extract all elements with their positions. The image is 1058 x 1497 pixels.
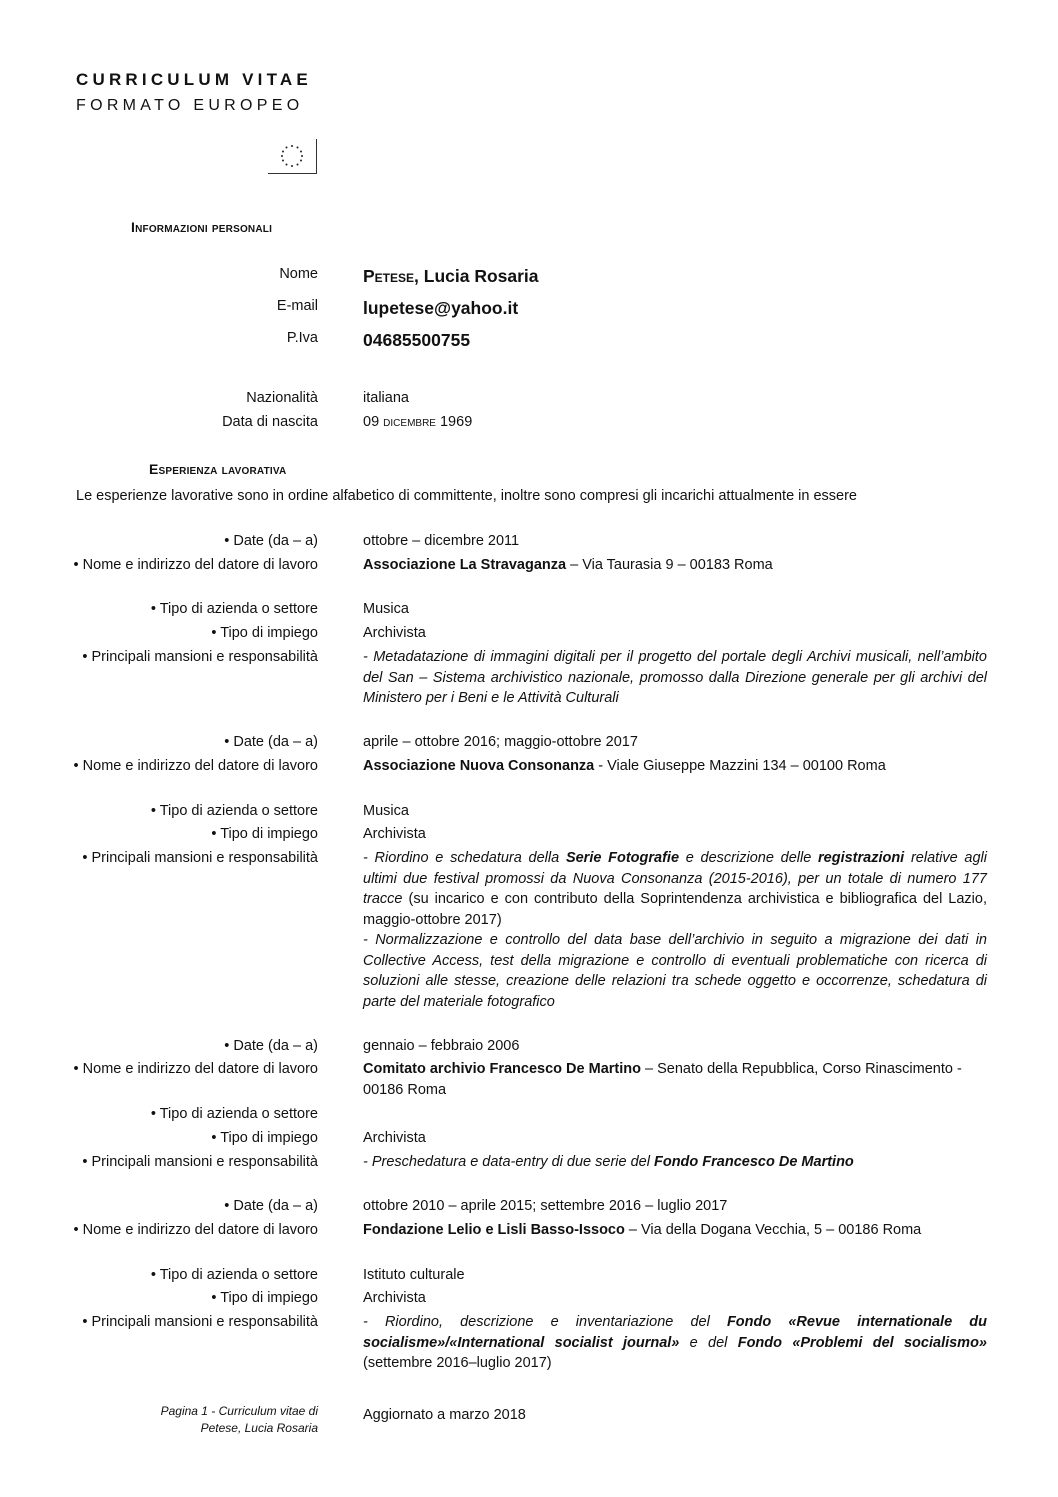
employer-name: Associazione La Stravaganza bbox=[363, 557, 567, 573]
duties-value bbox=[363, 848, 987, 1012]
nationality-label: Nazionalità bbox=[246, 390, 318, 406]
sector-label: • Tipo di azienda o settore bbox=[150, 1106, 318, 1122]
birth-day: 09 bbox=[363, 414, 384, 430]
dates-label: • Date (da – a) bbox=[224, 533, 318, 549]
sector-label: • Tipo di azienda o settore bbox=[150, 601, 318, 617]
dates-value: ottobre 2010 – aprile 2015; settembre 2016 – luglio 2017 bbox=[363, 1198, 728, 1214]
dates-label: • Date (da – a) bbox=[224, 1198, 318, 1214]
duties-paragraph: - Riordino e schedatura della Serie Fotografie e descrizione delle registrazioni relative agli ultimi due festival promossi da Nuova Consonanza (2015-2016), per un totale di numero 177 tracce (su incarico e con contributo della Soprintendenza archivistica e bibliografica del Lazio, maggio-ottobre 2017) bbox=[363, 850, 987, 928]
duties-paragraph: - Normalizzazione e controllo del data base dell’archivio in seguito a migrazione dei dati in Collective Access, test della migrazione e controllo di eventuali problematiche con ricerca di soluzioni alle stesse, creazione delle relazioni tra schede oggetto e occorrenze, schedatura di parte del materiale fotografico bbox=[363, 932, 987, 1010]
employer-address: – Via della Dogana Vecchia, 5 – 00186 Roma bbox=[624, 1222, 922, 1238]
dates-value: ottobre – dicembre 2011 bbox=[363, 533, 520, 549]
duties-label: • Principali mansioni e responsabilità bbox=[82, 850, 318, 866]
job-value: Archivista bbox=[363, 1290, 426, 1306]
dates-value: gennaio – febbraio 2006 bbox=[363, 1038, 520, 1054]
employer-label: • Nome e indirizzo del datore di lavoro bbox=[73, 758, 318, 774]
experience-heading: Esperienza lavorativa bbox=[149, 461, 287, 477]
employer-address: – Via Taurasia 9 – 00183 Roma bbox=[566, 557, 773, 573]
email-value: lupetese@yahoo.it bbox=[363, 298, 519, 318]
cv-subtitle: FORMATO EUROPEO bbox=[76, 97, 304, 114]
employer-label: • Nome e indirizzo del datore di lavoro bbox=[73, 557, 318, 573]
employer-value bbox=[363, 756, 987, 777]
employer-name: Fondazione Lelio e Lisli Basso-Issoco bbox=[363, 1222, 625, 1238]
employer-label: • Nome e indirizzo del datore di lavoro bbox=[73, 1222, 318, 1238]
page-footer-label: Pagina 1 - Curriculum vitae di Petese, Lucia Rosaria bbox=[160, 1404, 318, 1435]
experience-intro: Le esperienze lavorative sono in ordine alfabetico di committente, inoltre sono compresi gli incarichi attualmente in essere bbox=[76, 488, 857, 504]
employer-value bbox=[363, 555, 987, 576]
employer-label: • Nome e indirizzo del datore di lavoro bbox=[73, 1061, 318, 1077]
personal-info-heading: Informazioni personali bbox=[131, 219, 273, 235]
duties-value bbox=[363, 1312, 987, 1374]
duties-label: • Principali mansioni e responsabilità bbox=[82, 1314, 318, 1330]
employer-name: Associazione Nuova Consonanza bbox=[363, 758, 595, 774]
employer-name: Comitato archivio Francesco De Martino bbox=[363, 1061, 641, 1077]
employer-value bbox=[363, 1220, 987, 1241]
given-names: , Lucia Rosaria bbox=[414, 266, 539, 286]
name-label: Nome bbox=[279, 266, 318, 282]
surname: Petese bbox=[363, 266, 415, 286]
duties-date-range: (settembre 2016–luglio 2017) bbox=[363, 1355, 552, 1371]
job-value: Archivista bbox=[363, 1130, 426, 1146]
birth-year: 1969 bbox=[435, 414, 473, 430]
job-label: • Tipo di impiego bbox=[211, 1130, 318, 1146]
employer-address: - Viale Giuseppe Mazzini 134 – 00100 Roma bbox=[594, 758, 886, 774]
duties-paragraph: - Riordino, descrizione e inventariazione del Fondo «Revue internationale du socialisme»/«International socialist journal» e del Fondo «Problemi del socialismo» bbox=[363, 1314, 987, 1351]
birth-value bbox=[363, 414, 472, 430]
sector-value: Istituto culturale bbox=[363, 1267, 465, 1283]
job-label: • Tipo di impiego bbox=[211, 1290, 318, 1306]
piva-value: 04685500755 bbox=[363, 330, 471, 350]
sector-value: Musica bbox=[363, 803, 409, 819]
dates-label: • Date (da – a) bbox=[224, 734, 318, 750]
duties-value: - Preschedatura e data-entry di due serie del Fondo Francesco De Martino bbox=[363, 1154, 854, 1170]
employer-address: – Senato della Repubblica, Corso Rinascimento - 00186 Roma bbox=[363, 1061, 962, 1098]
eu-stars-icon bbox=[278, 143, 306, 169]
email-label: E-mail bbox=[276, 298, 318, 314]
piva-label: P.Iva bbox=[286, 330, 318, 346]
birth-label: Data di nascita bbox=[222, 414, 318, 430]
cv-title: CURRICULUM VITAE bbox=[76, 70, 312, 89]
sector-value: Musica bbox=[363, 601, 409, 617]
job-value: Archivista bbox=[363, 826, 426, 842]
sector-label: • Tipo di azienda o settore bbox=[150, 803, 318, 819]
dates-value: aprile – ottobre 2016; maggio-ottobre 2017 bbox=[363, 734, 638, 750]
employer-value bbox=[363, 1059, 987, 1100]
updated-note: Aggiornato a marzo 2018 bbox=[363, 1407, 526, 1423]
duties-value: - Metadatazione di immagini digitali per il progetto del portale degli Archivi musicali, nell’ambito del San – Sistema archivistico nazionale, promosso dalla Direzione generale per gli archivi del Ministero per i Beni e le Attività Culturali bbox=[363, 649, 987, 706]
birth-month: dicembre bbox=[383, 414, 436, 430]
job-value: Archivista bbox=[363, 625, 426, 641]
job-label: • Tipo di impiego bbox=[211, 625, 318, 641]
name-value bbox=[363, 266, 539, 287]
sector-label: • Tipo di azienda o settore bbox=[150, 1267, 318, 1283]
nationality-value: italiana bbox=[363, 390, 409, 406]
job-label: • Tipo di impiego bbox=[211, 826, 318, 842]
duties-label: • Principali mansioni e responsabilità bbox=[82, 649, 318, 665]
duties-label: • Principali mansioni e responsabilità bbox=[82, 1154, 318, 1170]
dates-label: • Date (da – a) bbox=[224, 1038, 318, 1054]
eu-logo bbox=[268, 139, 317, 174]
